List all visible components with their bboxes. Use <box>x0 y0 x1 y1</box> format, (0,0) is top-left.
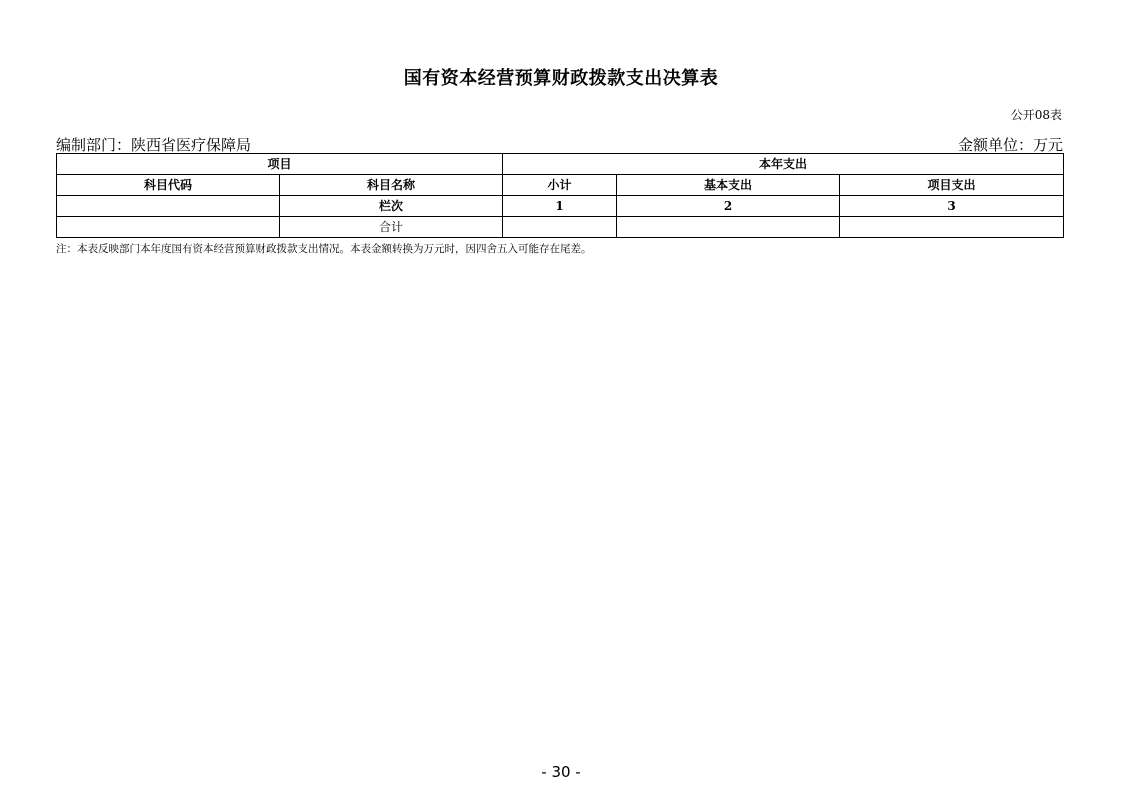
index-name-cell: 栏次 <box>280 196 503 217</box>
col-header-name: 科目名称 <box>280 175 503 196</box>
table-note: 注：本表反映部门本年度国有资本经营预算财政拨款支出情况。本表金额转换为万元时，因四舍五入可能存在尾差。 <box>56 243 592 255</box>
index-basic-cell: 2 <box>617 196 840 217</box>
total-row <box>57 217 1064 238</box>
total-name-cell: 合计 <box>280 217 503 238</box>
index-subtotal-cell: 1 <box>503 196 617 217</box>
header-group-row <box>57 154 1064 175</box>
header-current-year: 本年支出 <box>503 154 1064 175</box>
index-project-cell: 3 <box>840 196 1064 217</box>
index-code-cell <box>57 196 280 217</box>
meta-row <box>56 134 1063 154</box>
header-item: 项目 <box>57 154 503 175</box>
total-code-cell <box>57 217 280 238</box>
total-subtotal-cell <box>503 217 617 238</box>
department-label: 编制部门：陕西省医疗保障局 <box>56 136 252 154</box>
expenditure-table <box>56 153 1064 238</box>
index-row <box>57 196 1064 217</box>
col-header-project: 项目支出 <box>840 175 1064 196</box>
page-number: - 30 - <box>541 763 581 781</box>
col-header-subtotal: 小计 <box>503 175 617 196</box>
unit-label: 金额单位：万元 <box>957 136 1063 154</box>
table-code: 公开08表 <box>1010 108 1062 122</box>
column-header-row <box>57 175 1064 196</box>
page-title: 国有资本经营预算财政拨款支出决算表 <box>403 68 719 89</box>
col-header-code: 科目代码 <box>57 175 280 196</box>
total-project-cell <box>840 217 1064 238</box>
total-basic-cell <box>617 217 840 238</box>
col-header-basic: 基本支出 <box>617 175 840 196</box>
